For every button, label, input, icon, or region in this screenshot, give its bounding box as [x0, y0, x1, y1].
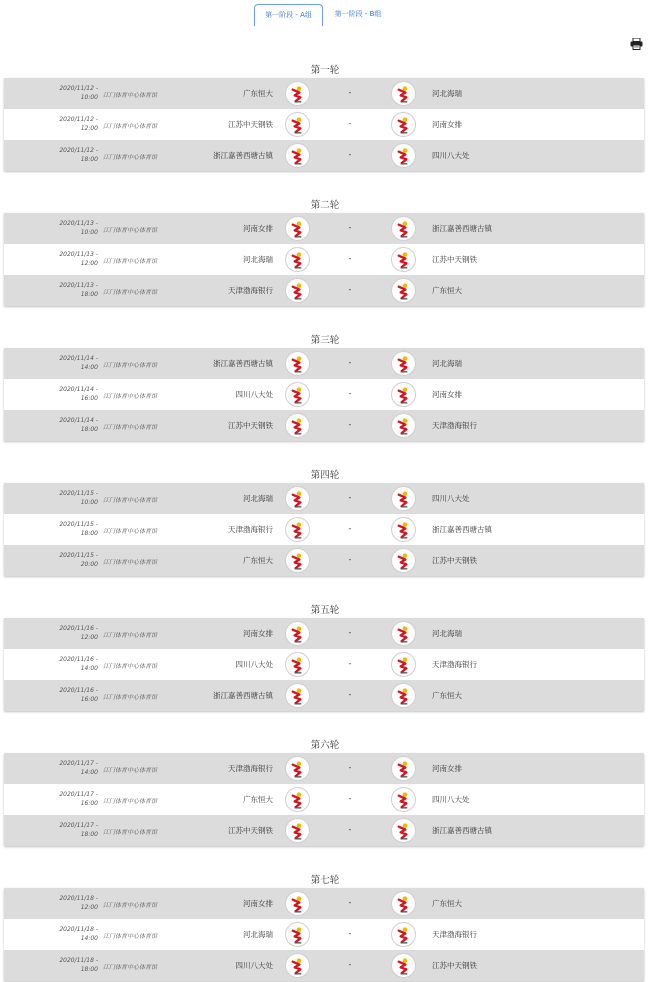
volleyball-logo-icon: [285, 112, 310, 137]
match-venue: 江门体育中心体育馆: [103, 694, 158, 701]
match-row: [4, 379, 644, 410]
match-row: [4, 815, 644, 846]
match-score: -: [348, 898, 352, 907]
match-time: 14:00: [80, 769, 98, 776]
volleyball-logo-icon: [391, 621, 416, 646]
match-venue: 江门体育中心体育馆: [103, 528, 158, 535]
round-title: 第一轮: [310, 65, 340, 76]
match-score: -: [348, 119, 352, 128]
match-time: 14:00: [80, 665, 98, 672]
away-team[interactable]: 江苏中天钢铁: [432, 961, 477, 970]
volleyball-logo-icon: [285, 787, 310, 812]
volleyball-logo-icon: [285, 652, 310, 677]
volleyball-logo-icon: [391, 351, 416, 376]
match-date: 2020/11/14 -: [59, 417, 98, 424]
match-score: -: [348, 285, 352, 294]
round-title: 第七轮: [310, 875, 340, 886]
round-title: 第三轮: [310, 335, 340, 346]
volleyball-logo-icon: [391, 247, 416, 272]
match-score: -: [348, 555, 352, 564]
match-row: [4, 888, 644, 919]
home-team[interactable]: 河南女排: [243, 224, 273, 233]
away-team[interactable]: 江苏中天钢铁: [432, 556, 477, 565]
home-team[interactable]: 河南女排: [243, 899, 273, 908]
match-time: 10:00: [80, 229, 98, 236]
match-row: [4, 784, 644, 815]
match-date: 2020/11/17 -: [59, 791, 98, 798]
match-time: 12:00: [80, 125, 98, 132]
away-team[interactable]: 河北海瑞: [432, 629, 462, 638]
round-table: [4, 618, 644, 711]
round-title: 第四轮: [310, 470, 340, 481]
match-score: -: [348, 659, 352, 668]
away-team[interactable]: 浙江嘉善西塘古镇: [432, 224, 492, 233]
round-table: [4, 78, 644, 171]
volleyball-logo-icon: [391, 818, 416, 843]
match-row: [4, 348, 644, 379]
away-team[interactable]: 天津渤海银行: [432, 930, 477, 939]
volleyball-logo-icon: [285, 621, 310, 646]
match-venue: 江门体育中心体育馆: [103, 123, 158, 130]
home-team[interactable]: 浙江嘉善西塘古镇: [213, 359, 273, 368]
home-team[interactable]: 河北海瑞: [243, 255, 273, 264]
away-team[interactable]: 河南女排: [432, 390, 462, 399]
match-venue: 江门体育中心体育馆: [103, 227, 158, 234]
match-score: -: [348, 825, 352, 834]
match-date: 2020/11/13 -: [59, 282, 98, 289]
match-date: 2020/11/14 -: [59, 386, 98, 393]
match-datetime: [44, 84, 98, 102]
match-date: 2020/11/12 -: [59, 85, 98, 92]
volleyball-logo-icon: [285, 278, 310, 303]
match-score: -: [348, 929, 352, 938]
match-venue: 江门体育中心体育馆: [103, 92, 158, 99]
home-team[interactable]: 四川八大处: [235, 660, 273, 669]
away-team[interactable]: 浙江嘉善西塘古镇: [432, 525, 492, 534]
home-team[interactable]: 江苏中天钢铁: [228, 421, 273, 430]
volleyball-logo-icon: [391, 922, 416, 947]
match-row: [4, 618, 644, 649]
away-team[interactable]: 天津渤海银行: [432, 660, 477, 669]
match-date: 2020/11/18 -: [59, 926, 98, 933]
match-time: 16:00: [80, 800, 98, 807]
volleyball-logo-icon: [285, 486, 310, 511]
volleyball-logo-icon: [285, 81, 310, 106]
volleyball-logo-icon: [391, 683, 416, 708]
match-row: [4, 483, 644, 514]
home-team[interactable]: 广东恒大: [243, 556, 273, 565]
match-datetime: [44, 821, 98, 839]
match-date: 2020/11/15 -: [59, 521, 98, 528]
match-score: -: [348, 358, 352, 367]
match-score: -: [348, 150, 352, 159]
match-date: 2020/11/18 -: [59, 957, 98, 964]
round-title: 第六轮: [310, 740, 340, 751]
home-team[interactable]: 浙江嘉善西塘古镇: [213, 151, 273, 160]
round-table: [4, 348, 644, 441]
match-venue: 江门体育中心体育馆: [103, 559, 158, 566]
group-tabs: [0, 4, 650, 26]
match-score: -: [348, 690, 352, 699]
volleyball-logo-icon: [285, 756, 310, 781]
match-score: -: [348, 88, 352, 97]
match-time: 16:00: [80, 696, 98, 703]
match-date: 2020/11/16 -: [59, 687, 98, 694]
match-venue: 江门体育中心体育馆: [103, 154, 158, 161]
match-row: [4, 213, 644, 244]
match-datetime: [44, 956, 98, 974]
home-team[interactable]: 江苏中天钢铁: [228, 120, 273, 129]
match-time: 18:00: [80, 426, 98, 433]
match-venue: 江门体育中心体育馆: [103, 933, 158, 940]
match-datetime: [44, 385, 98, 403]
round-table: [4, 888, 644, 981]
match-time: 18:00: [80, 156, 98, 163]
round-table: [4, 483, 644, 576]
match-datetime: [44, 655, 98, 673]
home-team[interactable]: 四川八大处: [235, 390, 273, 399]
match-venue: 江门体育中心体育馆: [103, 632, 158, 639]
match-time: 18:00: [80, 966, 98, 973]
volleyball-logo-icon: [391, 143, 416, 168]
match-datetime: [44, 925, 98, 943]
volleyball-logo-icon: [285, 922, 310, 947]
volleyball-logo-icon: [285, 351, 310, 376]
volleyball-logo-icon: [391, 216, 416, 241]
match-time: 12:00: [80, 904, 98, 911]
volleyball-logo-icon: [285, 548, 310, 573]
match-row: [4, 275, 644, 306]
match-venue: 江门体育中心体育馆: [103, 902, 158, 909]
volleyball-logo-icon: [391, 278, 416, 303]
volleyball-logo-icon: [391, 756, 416, 781]
away-team[interactable]: 广东恒大: [432, 691, 462, 700]
away-team[interactable]: 河北海瑞: [432, 89, 462, 98]
match-venue: 江门体育中心体育馆: [103, 497, 158, 504]
match-row: [4, 109, 644, 140]
match-row: [4, 680, 644, 711]
match-venue: 江门体育中心体育馆: [103, 829, 158, 836]
home-team[interactable]: 江苏中天钢铁: [228, 826, 273, 835]
match-time: 16:00: [80, 395, 98, 402]
home-team[interactable]: 河南女排: [243, 629, 273, 638]
round-table: [4, 753, 644, 846]
away-team[interactable]: 四川八大处: [432, 494, 470, 503]
volleyball-logo-icon: [391, 413, 416, 438]
match-venue: 江门体育中心体育馆: [103, 258, 158, 265]
round-title: 第二轮: [310, 200, 340, 211]
match-datetime: [44, 790, 98, 808]
match-time: 18:00: [80, 831, 98, 838]
volleyball-logo-icon: [391, 81, 416, 106]
match-row: [4, 649, 644, 680]
volleyball-logo-icon: [391, 787, 416, 812]
match-datetime: [44, 416, 98, 434]
volleyball-logo-icon: [285, 818, 310, 843]
volleyball-logo-icon: [391, 953, 416, 978]
match-venue: 江门体育中心体育馆: [103, 663, 158, 670]
match-score: -: [348, 960, 352, 969]
match-datetime: [44, 686, 98, 704]
match-datetime: [44, 219, 98, 237]
match-time: 18:00: [80, 530, 98, 537]
match-date: 2020/11/14 -: [59, 355, 98, 362]
tab-group-a[interactable]: 第一阶段 - A组: [254, 4, 323, 26]
volleyball-logo-icon: [285, 382, 310, 407]
match-time: 20:00: [80, 561, 98, 568]
match-date: 2020/11/15 -: [59, 490, 98, 497]
match-date: 2020/11/13 -: [59, 220, 98, 227]
volleyball-logo-icon: [285, 953, 310, 978]
volleyball-logo-icon: [285, 216, 310, 241]
match-venue: 江门体育中心体育馆: [103, 424, 158, 431]
match-datetime: [44, 281, 98, 299]
printer-icon[interactable]: [630, 35, 643, 47]
match-score: -: [348, 223, 352, 232]
match-time: 18:00: [80, 291, 98, 298]
match-time: 12:00: [80, 634, 98, 641]
match-venue: 江门体育中心体育馆: [103, 393, 158, 400]
away-team[interactable]: 浙江嘉善西塘古镇: [432, 826, 492, 835]
home-team[interactable]: 河北海瑞: [243, 494, 273, 503]
match-score: -: [348, 493, 352, 502]
away-team[interactable]: 河南女排: [432, 764, 462, 773]
volleyball-logo-icon: [391, 382, 416, 407]
match-time: 12:00: [80, 260, 98, 267]
match-row: [4, 753, 644, 784]
match-date: 2020/11/12 -: [59, 147, 98, 154]
match-datetime: [44, 354, 98, 372]
volleyball-logo-icon: [285, 247, 310, 272]
home-team[interactable]: 四川八大处: [235, 961, 273, 970]
tab-group-b[interactable]: 第一阶段 - B组: [334, 10, 382, 18]
match-date: 2020/11/12 -: [59, 116, 98, 123]
match-score: -: [348, 763, 352, 772]
match-score: -: [348, 420, 352, 429]
match-datetime: [44, 759, 98, 777]
match-row: [4, 919, 644, 950]
match-venue: 江门体育中心体育馆: [103, 289, 158, 296]
home-team[interactable]: 河北海瑞: [243, 930, 273, 939]
match-time: 10:00: [80, 94, 98, 101]
away-team[interactable]: 天津渤海银行: [432, 421, 477, 430]
match-datetime: [44, 115, 98, 133]
match-time: 14:00: [80, 364, 98, 371]
home-team[interactable]: 浙江嘉善西塘古镇: [213, 691, 273, 700]
volleyball-logo-icon: [391, 112, 416, 137]
home-team[interactable]: 天津渤海银行: [228, 525, 273, 534]
match-datetime: [44, 551, 98, 569]
match-datetime: [44, 250, 98, 268]
match-date: 2020/11/16 -: [59, 656, 98, 663]
match-row: [4, 514, 644, 545]
match-venue: 江门体育中心体育馆: [103, 798, 158, 805]
match-date: 2020/11/16 -: [59, 625, 98, 632]
away-team[interactable]: 河南女排: [432, 120, 462, 129]
away-team[interactable]: 河北海瑞: [432, 359, 462, 368]
away-team[interactable]: 四川八大处: [432, 795, 470, 804]
volleyball-logo-icon: [391, 548, 416, 573]
match-row: [4, 244, 644, 275]
match-row: [4, 950, 644, 981]
home-team[interactable]: 广东恒大: [243, 795, 273, 804]
match-time: 14:00: [80, 935, 98, 942]
match-datetime: [44, 146, 98, 164]
match-row: [4, 545, 644, 576]
volleyball-logo-icon: [391, 891, 416, 916]
match-date: 2020/11/13 -: [59, 251, 98, 258]
away-team[interactable]: 广东恒大: [432, 899, 462, 908]
match-row: [4, 140, 644, 171]
volleyball-logo-icon: [391, 486, 416, 511]
volleyball-logo-icon: [285, 413, 310, 438]
match-row: [4, 78, 644, 109]
match-score: -: [348, 628, 352, 637]
match-datetime: [44, 624, 98, 642]
match-datetime: [44, 489, 98, 507]
volleyball-logo-icon: [391, 517, 416, 542]
match-time: 10:00: [80, 499, 98, 506]
volleyball-logo-icon: [285, 143, 310, 168]
home-team[interactable]: 天津渤海银行: [228, 286, 273, 295]
away-team[interactable]: 四川八大处: [432, 151, 470, 160]
match-date: 2020/11/17 -: [59, 760, 98, 767]
match-score: -: [348, 794, 352, 803]
match-datetime: [44, 894, 98, 912]
match-score: -: [348, 389, 352, 398]
match-datetime: [44, 520, 98, 538]
match-row: [4, 410, 644, 441]
match-venue: 江门体育中心体育馆: [103, 767, 158, 774]
round-title: 第五轮: [310, 605, 340, 616]
match-date: 2020/11/18 -: [59, 895, 98, 902]
volleyball-logo-icon: [285, 517, 310, 542]
round-table: [4, 213, 644, 306]
away-team[interactable]: 广东恒大: [432, 286, 462, 295]
match-score: -: [348, 524, 352, 533]
match-score: -: [348, 254, 352, 263]
match-date: 2020/11/17 -: [59, 822, 98, 829]
away-team[interactable]: 江苏中天钢铁: [432, 255, 477, 264]
match-venue: 江门体育中心体育馆: [103, 362, 158, 369]
volleyball-logo-icon: [391, 652, 416, 677]
volleyball-logo-icon: [285, 683, 310, 708]
match-date: 2020/11/15 -: [59, 552, 98, 559]
home-team[interactable]: 天津渤海银行: [228, 764, 273, 773]
match-venue: 江门体育中心体育馆: [103, 964, 158, 971]
home-team[interactable]: 广东恒大: [243, 89, 273, 98]
volleyball-logo-icon: [285, 891, 310, 916]
